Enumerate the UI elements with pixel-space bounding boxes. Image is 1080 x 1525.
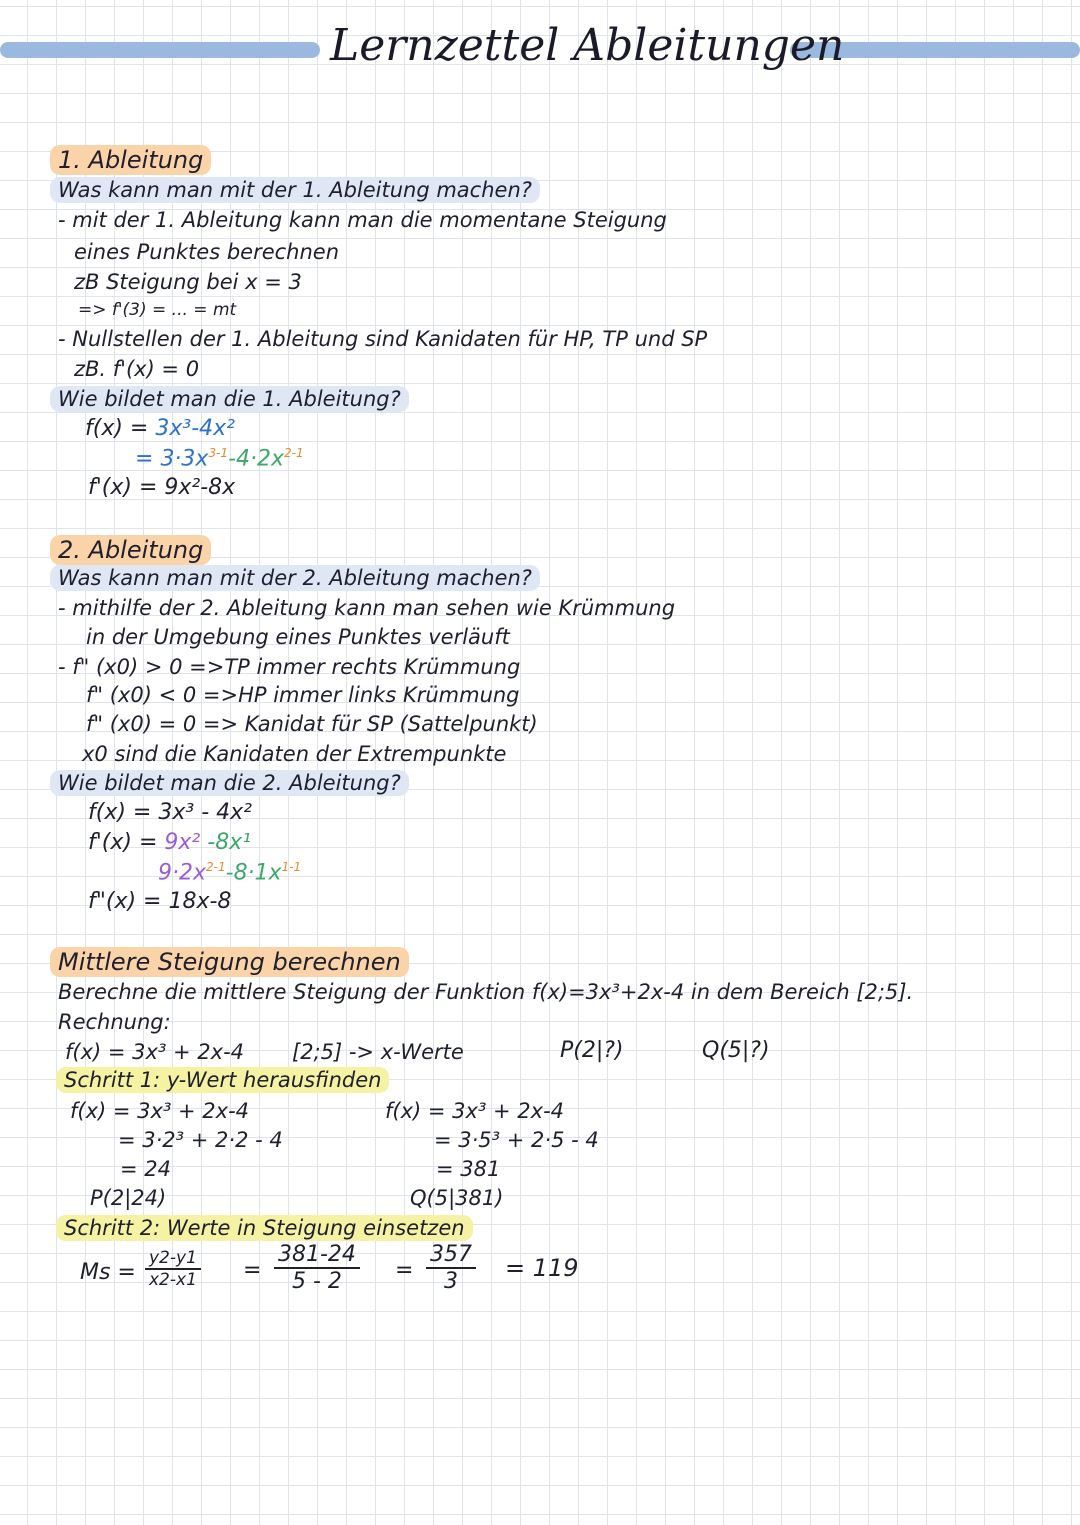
s2-second-derivative-expr: 18x-8 <box>168 889 232 914</box>
s1-function <box>85 416 235 441</box>
s3-point-q: Q(5|?) <box>702 1038 770 1063</box>
s2-first-derivative-label: f'(x) = <box>88 830 158 855</box>
s3-task: Berechne die mittlere Steigung der Funktion f(x)=3x³+2x-4 in dem Bereich [2;5]. <box>58 980 914 1004</box>
s1-derivative-label: f'(x) = <box>88 475 158 500</box>
s1-function-expr: 3x³-4x² <box>155 416 235 441</box>
s2-first-derivative-a: 9x² <box>164 830 201 855</box>
s2-function <box>88 800 252 825</box>
s2-condition-3: f" (x0) = 0 => Kanidat für SP (Sattelpunkt) <box>86 712 538 736</box>
s2-step-a-exp: 2-1 <box>206 860 226 874</box>
s1-derivative <box>88 475 235 500</box>
s3-point-p: P(2|?) <box>560 1038 624 1063</box>
section-1-heading: 1. Ableitung <box>50 145 211 175</box>
s3-right-1: f(x) = 3x³ + 2x-4 <box>385 1099 565 1123</box>
s2-second-derivative-label: f"(x) = <box>88 889 162 914</box>
section-3-heading: Mittlere Steigung berechnen <box>50 947 409 977</box>
s1-function-label: f(x) = <box>85 416 149 441</box>
s3-right-4: Q(5|381) <box>410 1186 504 1210</box>
s2-step-b-exp: 1-1 <box>281 860 302 874</box>
section-1-question-1: Was kann man mit der 1. Ableitung machen? <box>50 177 540 203</box>
s2-function-expr: 3x³ - 4x² <box>158 800 252 825</box>
s2-condition-2: f" (x0) < 0 =>HP immer links Krümmung <box>86 683 520 707</box>
s3-left-1: f(x) = 3x³ + 2x-4 <box>70 1099 250 1123</box>
s1-derivation-step <box>135 446 304 471</box>
s1-step-b-exp: 2-1 <box>284 446 304 460</box>
s3-frac2-num: 381-24 <box>274 1242 360 1269</box>
s1-example-3: zB. f'(x) = 0 <box>74 357 200 381</box>
s1-step-eq: = <box>135 446 154 472</box>
s3-fraction-2 <box>274 1242 360 1294</box>
section-2-question-2: Wie bildet man die 2. Ableitung? <box>50 770 409 796</box>
s2-first-derivative-b: -8x¹ <box>207 830 252 855</box>
s3-right-3: = 381 <box>436 1157 501 1181</box>
s3-range: [2;5] -> x-Werte <box>292 1040 464 1064</box>
s1-step-b: -4·2x <box>228 446 285 472</box>
s3-frac2-den: 5 - 2 <box>292 1269 342 1294</box>
s3-function: f(x) = 3x³ + 2x-4 <box>65 1040 245 1064</box>
s3-eq-2: = <box>395 1258 414 1283</box>
s3-eq-1: = <box>243 1258 262 1283</box>
s2-step-a: 9·2x <box>158 860 207 886</box>
s3-right-2: = 3·5³ + 2·5 - 4 <box>434 1128 599 1152</box>
section-2-question-1: Was kann man mit der 2. Ableitung machen? <box>50 565 540 591</box>
s2-condition-1: - f" (x0) > 0 =>TP immer rechts Krümmung <box>58 655 521 679</box>
s3-step-1: Schritt 1: y-Wert herausfinden <box>56 1067 389 1093</box>
s3-frac3-num: 357 <box>426 1242 476 1269</box>
s2-bullet-1b: in der Umgebung eines Punktes verläuft <box>86 625 510 649</box>
s2-second-derivative <box>88 889 231 914</box>
s2-step-b: -8·1x <box>225 860 282 886</box>
s2-bullet-1a: - mithilfe der 2. Ableitung kann man sehen wie Krümmung <box>58 596 676 620</box>
s3-frac1-den: x2-x1 <box>149 1270 197 1290</box>
s1-step-a-exp: 3-1 <box>208 446 229 460</box>
s2-derivation-step <box>158 860 301 885</box>
s3-frac1-num: y2-y1 <box>145 1248 201 1270</box>
s1-example-1: zB Steigung bei x = 3 <box>74 270 302 294</box>
s3-fraction-1 <box>145 1248 201 1290</box>
title-bar-left <box>0 42 320 58</box>
s2-first-derivative <box>88 830 251 855</box>
s3-left-3: = 24 <box>120 1157 171 1181</box>
s1-bullet-1b: eines Punktes berechnen <box>74 240 340 264</box>
s1-bullet-1a: - mit der 1. Ableitung kann man die momentane Steigung <box>58 208 667 232</box>
s3-result: = 119 <box>505 1254 579 1282</box>
s1-bullet-2: - Nullstellen der 1. Ableitung sind Kanidaten für HP, TP und SP <box>58 327 708 351</box>
s1-example-2: => f'(3) = ... = mt <box>78 300 237 320</box>
s3-ms-label: Ms = <box>80 1260 136 1285</box>
s3-left-2: = 3·2³ + 2·2 - 4 <box>118 1128 283 1152</box>
s1-derivative-expr: 9x²-8x <box>164 475 236 500</box>
page-title: Lernzettel Ableitungen <box>330 20 845 71</box>
s3-fraction-3 <box>426 1242 476 1294</box>
s3-frac3-den: 3 <box>444 1269 458 1294</box>
s2-function-label: f(x) = <box>88 800 152 825</box>
s3-step-2: Schritt 2: Werte in Steigung einsetzen <box>56 1215 473 1241</box>
s3-calc-label: Rechnung: <box>58 1010 171 1034</box>
section-1-question-2: Wie bildet man die 1. Ableitung? <box>50 386 409 412</box>
s3-left-4: P(2|24) <box>90 1186 167 1210</box>
section-2-heading: 2. Ableitung <box>50 535 211 565</box>
s1-step-a: 3·3x <box>160 446 209 472</box>
s2-condition-4: x0 sind die Kanidaten der Extrempunkte <box>82 742 507 766</box>
